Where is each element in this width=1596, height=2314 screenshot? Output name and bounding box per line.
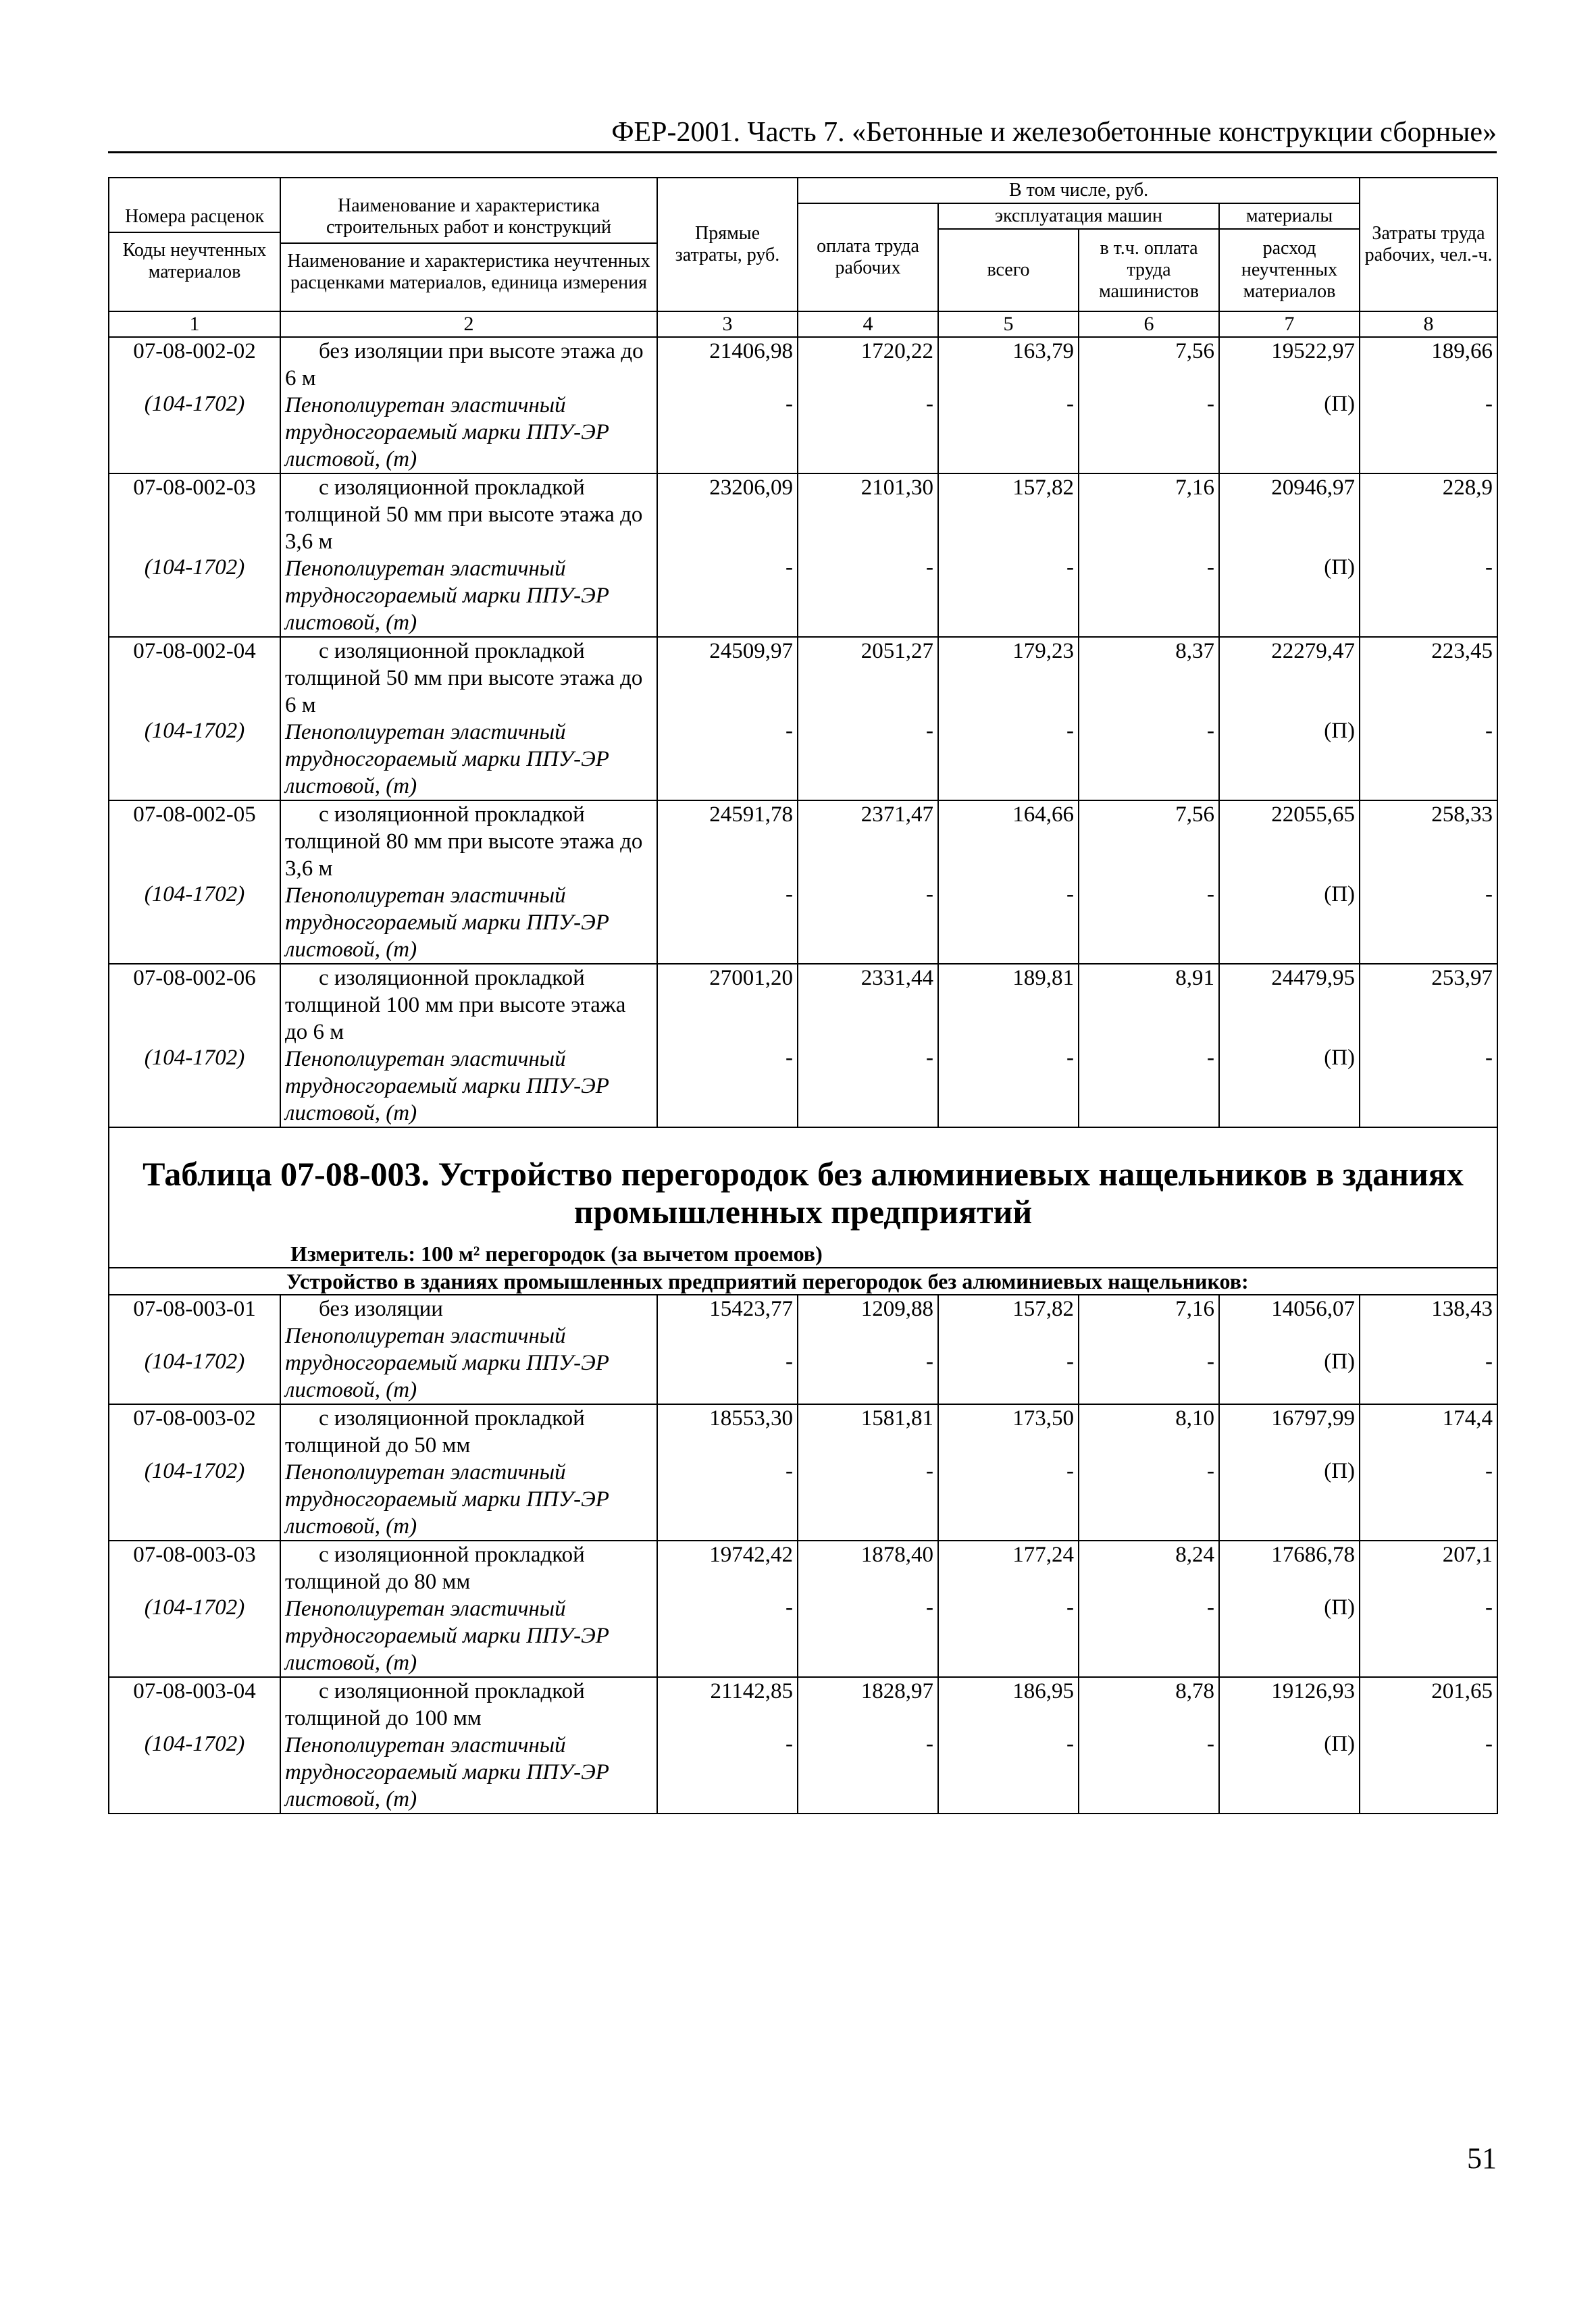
value-labor: 1720,22 <box>860 339 933 363</box>
table-body-section-003 <box>109 1295 1497 1814</box>
material-value-hours: - <box>1485 1459 1493 1483</box>
value-cell-machines <box>938 637 1079 800</box>
value-machinists: 8,78 <box>1175 1679 1214 1703</box>
description-cell <box>280 473 657 637</box>
material-value-hours: - <box>1485 1349 1493 1374</box>
column-number: 2 <box>280 311 657 337</box>
material-value-materials: (П) <box>1324 1459 1356 1483</box>
material-description: Пенополиуретан эластичный трудносгораемый марки ППУ-ЭР листовой, (т) <box>285 720 609 798</box>
column-number: 5 <box>938 311 1079 337</box>
value-cell-hours <box>1360 1541 1497 1677</box>
work-description: с изоляционной прокладкой толщиной до 80 мм <box>285 1543 585 1594</box>
rate-code-cell <box>109 964 280 1127</box>
value-labor: 2101,30 <box>860 475 933 500</box>
material-code: (104-1702) <box>144 1732 245 1756</box>
value-cell-materials <box>1219 1404 1360 1541</box>
value-labor: 1878,40 <box>860 1543 933 1567</box>
header-work-name: Наименование и характеристика строительных работ и конструкций <box>281 195 657 244</box>
value-machinists: 8,24 <box>1175 1543 1214 1567</box>
table-row <box>109 1541 1497 1677</box>
material-value-materials: (П) <box>1324 882 1356 906</box>
value-materials: 17686,78 <box>1271 1543 1356 1567</box>
value-cell-materials <box>1219 800 1360 964</box>
rate-code: 07-08-002-06 <box>133 966 256 990</box>
table2-section-row <box>109 1268 1497 1295</box>
material-value-machines: - <box>1066 392 1074 416</box>
value-direct: 15423,77 <box>709 1297 793 1321</box>
value-cell-hours <box>1360 800 1497 964</box>
material-code: (104-1702) <box>144 1459 245 1483</box>
header-labor-costs: Затраты труда рабочих, чел.-ч. <box>1360 178 1497 311</box>
value-cell-machines <box>938 1677 1079 1814</box>
value-cell-direct <box>657 1677 798 1814</box>
material-value-labor: - <box>926 1732 933 1756</box>
header-labor-pay: оплата труда рабочих <box>798 203 938 311</box>
value-cell-machines <box>938 800 1079 964</box>
value-machinists: 8,37 <box>1175 639 1214 663</box>
material-value-hours: - <box>1485 882 1493 906</box>
table2-title: Таблица 07-08-003. Устройство перегородок без алюминиевых нащельников в зданиях промышленных предприятий <box>143 1155 1464 1231</box>
material-value-direct: - <box>786 1459 793 1483</box>
value-cell-direct <box>657 964 798 1127</box>
value-cell-machines <box>938 1404 1079 1541</box>
value-hours: 189,66 <box>1431 339 1493 363</box>
value-cell-direct <box>657 637 798 800</box>
work-description: с изоляционной прокладкой толщиной до 50 мм <box>285 1406 585 1458</box>
value-cell-machines <box>938 473 1079 637</box>
value-materials: 24479,95 <box>1271 966 1356 990</box>
value-machines: 157,82 <box>1012 475 1074 500</box>
value-machinists: 7,56 <box>1175 802 1214 827</box>
material-description: Пенополиуретан эластичный трудносгораемый марки ППУ-ЭР листовой, (т) <box>285 1460 609 1539</box>
value-cell-labor <box>798 637 938 800</box>
material-value-direct: - <box>786 1595 793 1620</box>
material-value-hours: - <box>1485 719 1493 743</box>
material-value-machines: - <box>1066 719 1074 743</box>
material-value-machinists: - <box>1207 882 1214 906</box>
value-direct: 21406,98 <box>709 339 793 363</box>
rate-code-cell <box>109 337 280 473</box>
column-number: 1 <box>109 311 280 337</box>
value-machinists: 7,56 <box>1175 339 1214 363</box>
value-materials: 14056,07 <box>1271 1297 1356 1321</box>
material-value-hours: - <box>1485 1595 1493 1620</box>
value-cell-direct <box>657 1541 798 1677</box>
rate-code-cell <box>109 1295 280 1404</box>
material-value-materials: (П) <box>1324 555 1356 580</box>
value-hours: 253,97 <box>1431 966 1493 990</box>
value-machines: 189,81 <box>1012 966 1074 990</box>
description-cell <box>280 1677 657 1814</box>
material-code: (104-1702) <box>144 392 245 416</box>
table-row <box>109 1295 1497 1404</box>
material-value-machinists: - <box>1207 1046 1214 1070</box>
value-direct: 19742,42 <box>709 1543 793 1567</box>
value-hours: 258,33 <box>1431 802 1493 827</box>
material-value-machinists: - <box>1207 1349 1214 1374</box>
running-header: ФЕР-2001. Часть 7. «Бетонные и железобетонные конструкции сборные» <box>611 117 1497 148</box>
material-description: Пенополиуретан эластичный трудносгораемый марки ППУ-ЭР листовой, (т) <box>285 1733 609 1811</box>
material-value-machines: - <box>1066 1349 1074 1374</box>
rate-code: 07-08-002-03 <box>133 475 256 500</box>
material-value-machinists: - <box>1207 719 1214 743</box>
value-cell-labor <box>798 337 938 473</box>
material-value-direct: - <box>786 1732 793 1756</box>
material-value-labor: - <box>926 1459 933 1483</box>
value-cell-machines <box>938 964 1079 1127</box>
material-code: (104-1702) <box>144 1046 245 1070</box>
rate-code: 07-08-002-04 <box>133 639 256 663</box>
material-value-direct: - <box>786 1046 793 1070</box>
value-cell-machinists <box>1079 637 1219 800</box>
value-direct: 27001,20 <box>709 966 793 990</box>
material-description: Пенополиуретан эластичный трудносгораемый марки ППУ-ЭР листовой, (т) <box>285 1324 609 1402</box>
value-machinists: 8,91 <box>1175 966 1214 990</box>
value-labor: 1828,97 <box>860 1679 933 1703</box>
material-code: (104-1702) <box>144 555 245 580</box>
value-machines: 177,24 <box>1012 1543 1074 1567</box>
material-value-direct: - <box>786 555 793 580</box>
value-materials: 20946,97 <box>1271 475 1356 500</box>
rates-table <box>108 177 1498 1814</box>
value-cell-machinists <box>1079 964 1219 1127</box>
material-value-hours: - <box>1485 1046 1493 1070</box>
material-description: Пенополиуретан эластичный трудносгораемый марки ППУ-ЭР листовой, (т) <box>285 557 609 635</box>
value-cell-materials <box>1219 1541 1360 1677</box>
value-cell-machinists <box>1079 1295 1219 1404</box>
material-value-labor: - <box>926 882 933 906</box>
value-cell-machinists <box>1079 337 1219 473</box>
table-row <box>109 800 1497 964</box>
material-value-materials: (П) <box>1324 1046 1356 1070</box>
value-hours: 174,4 <box>1442 1406 1493 1431</box>
work-description: с изоляционной прокладкой толщиной 50 мм при высоте этажа до 3,6 м <box>285 475 643 554</box>
material-value-machinists: - <box>1207 1732 1214 1756</box>
value-cell-labor <box>798 473 938 637</box>
page-number: 51 <box>1467 2142 1497 2175</box>
material-value-machinists: - <box>1207 1595 1214 1620</box>
value-cell-labor <box>798 800 938 964</box>
description-cell <box>280 1295 657 1404</box>
value-materials: 22279,47 <box>1271 639 1356 663</box>
material-code: (104-1702) <box>144 882 245 906</box>
material-code: (104-1702) <box>144 719 245 743</box>
header-rule <box>108 151 1497 153</box>
material-value-labor: - <box>926 555 933 580</box>
work-description: с изоляционной прокладкой толщиной 80 мм при высоте этажа до 3,6 м <box>285 802 643 881</box>
material-value-hours: - <box>1485 555 1493 580</box>
value-machines: 173,50 <box>1012 1406 1074 1431</box>
material-value-materials: (П) <box>1324 719 1356 743</box>
material-code: (104-1702) <box>144 1349 245 1374</box>
material-value-hours: - <box>1485 392 1493 416</box>
table2-title-row <box>109 1127 1497 1268</box>
value-cell-direct <box>657 1295 798 1404</box>
table-head <box>109 178 1497 337</box>
description-cell <box>280 637 657 800</box>
material-description: Пенополиуретан эластичный трудносгораемый марки ППУ-ЭР листовой, (т) <box>285 1047 609 1125</box>
header-material-usage: расход неучтенных материалов <box>1219 229 1360 311</box>
value-machinists: 7,16 <box>1175 1297 1214 1321</box>
value-cell-materials <box>1219 337 1360 473</box>
material-value-machinists: - <box>1207 392 1214 416</box>
value-cell-hours <box>1360 473 1497 637</box>
rate-code: 07-08-003-04 <box>133 1679 256 1703</box>
value-cell-machinists <box>1079 1404 1219 1541</box>
material-value-materials: (П) <box>1324 1349 1356 1374</box>
column-number: 6 <box>1079 311 1219 337</box>
value-labor: 1581,81 <box>860 1406 933 1431</box>
value-hours: 223,45 <box>1431 639 1493 663</box>
rate-code: 07-08-003-03 <box>133 1543 256 1567</box>
value-materials: 22055,65 <box>1271 802 1356 827</box>
material-value-hours: - <box>1485 1732 1493 1756</box>
work-description: с изоляционной прокладкой толщиной до 100 мм <box>285 1679 585 1730</box>
value-materials: 19522,97 <box>1271 339 1356 363</box>
value-machines: 157,82 <box>1012 1297 1074 1321</box>
value-cell-labor <box>798 1295 938 1404</box>
material-value-machines: - <box>1066 1459 1074 1483</box>
material-value-direct: - <box>786 392 793 416</box>
value-labor: 1209,88 <box>860 1297 933 1321</box>
value-cell-machinists <box>1079 800 1219 964</box>
material-value-materials: (П) <box>1324 392 1356 416</box>
value-cell-machines <box>938 337 1079 473</box>
material-value-direct: - <box>786 882 793 906</box>
material-value-machines: - <box>1066 1046 1074 1070</box>
table-row <box>109 637 1497 800</box>
header-material-name: Наименование и характеристика неучтенных расценками материалов, единица измерения <box>287 251 650 293</box>
rate-code-cell <box>109 637 280 800</box>
value-cell-direct <box>657 1404 798 1541</box>
material-value-labor: - <box>926 392 933 416</box>
column-number: 4 <box>798 311 938 337</box>
rate-code-cell <box>109 1541 280 1677</box>
rates-table-wrapper <box>108 177 1497 1814</box>
material-description: Пенополиуретан эластичный трудносгораемый марки ППУ-ЭР листовой, (т) <box>285 393 609 471</box>
header-names <box>280 178 657 311</box>
header-codes <box>109 178 280 311</box>
value-materials: 19126,93 <box>1271 1679 1356 1703</box>
table-row <box>109 1404 1497 1541</box>
value-direct: 24509,97 <box>709 639 793 663</box>
table-body-section-002 <box>109 337 1497 1127</box>
value-cell-materials <box>1219 1677 1360 1814</box>
header-including: В том числе, руб. <box>798 178 1360 203</box>
header-machine-operation: эксплуатация машин <box>938 203 1219 229</box>
value-cell-materials <box>1219 473 1360 637</box>
rate-code-cell <box>109 473 280 637</box>
work-description: без изоляции <box>319 1297 443 1321</box>
table2-heading <box>109 1127 1497 1295</box>
value-cell-hours <box>1360 1295 1497 1404</box>
material-value-machines: - <box>1066 1595 1074 1620</box>
value-machines: 186,95 <box>1012 1679 1074 1703</box>
value-hours: 201,65 <box>1431 1679 1493 1703</box>
value-cell-direct <box>657 800 798 964</box>
material-value-direct: - <box>786 1349 793 1374</box>
material-value-labor: - <box>926 1349 933 1374</box>
material-value-machinists: - <box>1207 555 1214 580</box>
header-machine-labor: в т.ч. оплата труда машинистов <box>1079 229 1219 311</box>
column-numbers-row <box>109 311 1497 337</box>
value-labor: 2331,44 <box>860 966 933 990</box>
material-value-machines: - <box>1066 882 1074 906</box>
material-value-labor: - <box>926 1595 933 1620</box>
description-cell <box>280 964 657 1127</box>
value-direct: 23206,09 <box>709 475 793 500</box>
value-cell-machinists <box>1079 473 1219 637</box>
value-cell-machines <box>938 1295 1079 1404</box>
material-value-machinists: - <box>1207 1459 1214 1483</box>
value-machinists: 8,10 <box>1175 1406 1214 1431</box>
value-cell-materials <box>1219 964 1360 1127</box>
column-number: 8 <box>1360 311 1497 337</box>
description-cell <box>280 1541 657 1677</box>
value-cell-materials <box>1219 1295 1360 1404</box>
value-cell-hours <box>1360 337 1497 473</box>
value-cell-machinists <box>1079 1677 1219 1814</box>
value-direct: 21142,85 <box>710 1679 793 1703</box>
rate-code-cell <box>109 800 280 964</box>
value-cell-hours <box>1360 1404 1497 1541</box>
value-cell-labor <box>798 1541 938 1677</box>
column-number: 7 <box>1219 311 1360 337</box>
value-machinists: 7,16 <box>1175 475 1214 500</box>
rate-code: 07-08-003-02 <box>133 1406 256 1431</box>
rate-code-cell <box>109 1677 280 1814</box>
value-hours: 138,43 <box>1431 1297 1493 1321</box>
header-direct-costs: Прямые затраты, руб. <box>657 178 798 311</box>
value-cell-hours <box>1360 637 1497 800</box>
value-direct: 24591,78 <box>709 802 793 827</box>
header-materials: материалы <box>1219 203 1360 229</box>
rate-code: 07-08-002-05 <box>133 802 256 827</box>
material-value-materials: (П) <box>1324 1732 1356 1756</box>
table-row <box>109 473 1497 637</box>
material-description: Пенополиуретан эластичный трудносгораемый марки ППУ-ЭР листовой, (т) <box>285 1597 609 1675</box>
work-description: с изоляционной прокладкой толщиной 50 мм при высоте этажа до 6 м <box>285 639 643 717</box>
table-row <box>109 337 1497 473</box>
description-cell <box>280 1404 657 1541</box>
value-machines: 163,79 <box>1012 339 1074 363</box>
header-material-codes: Коды неучтенных материалов <box>122 240 267 282</box>
value-cell-hours <box>1360 964 1497 1127</box>
material-code: (104-1702) <box>144 1595 245 1620</box>
value-cell-materials <box>1219 637 1360 800</box>
value-cell-labor <box>798 964 938 1127</box>
value-cell-labor <box>798 1404 938 1541</box>
value-machines: 179,23 <box>1012 639 1074 663</box>
column-number: 3 <box>657 311 798 337</box>
rate-code-cell <box>109 1404 280 1541</box>
value-direct: 18553,30 <box>709 1406 793 1431</box>
value-cell-machines <box>938 1541 1079 1677</box>
value-hours: 228,9 <box>1442 475 1493 500</box>
description-cell <box>280 800 657 964</box>
material-description: Пенополиуретан эластичный трудносгораемый марки ППУ-ЭР листовой, (т) <box>285 883 609 962</box>
work-description: с изоляционной прокладкой толщиной 100 мм при высоте этажа до 6 м <box>285 966 626 1044</box>
material-value-materials: (П) <box>1324 1595 1356 1620</box>
table-row <box>109 1677 1497 1814</box>
header-rate-numbers: Номера расценок <box>109 206 280 233</box>
value-hours: 207,1 <box>1442 1543 1493 1567</box>
value-cell-direct <box>657 337 798 473</box>
material-value-machines: - <box>1066 1732 1074 1756</box>
header-machine-total: всего <box>938 229 1079 311</box>
material-value-direct: - <box>786 719 793 743</box>
value-cell-hours <box>1360 1677 1497 1814</box>
table-row <box>109 964 1497 1127</box>
rate-code: 07-08-002-02 <box>133 339 256 363</box>
work-description: без изоляции при высоте этажа до 6 м <box>285 339 644 390</box>
value-labor: 2051,27 <box>860 639 933 663</box>
value-machines: 164,66 <box>1012 802 1074 827</box>
rate-code: 07-08-003-01 <box>133 1297 256 1321</box>
value-labor: 2371,47 <box>860 802 933 827</box>
description-cell <box>280 337 657 473</box>
table2-section: Устройство в зданиях промышленных предприятий перегородок без алюминиевых нащельников: <box>109 1268 1497 1295</box>
value-cell-machinists <box>1079 1541 1219 1677</box>
material-value-machines: - <box>1066 555 1074 580</box>
table2-measure: Измеритель: 100 м² перегородок (за вычетом проемов) <box>290 1241 823 1266</box>
material-value-labor: - <box>926 1046 933 1070</box>
value-cell-labor <box>798 1677 938 1814</box>
value-cell-direct <box>657 473 798 637</box>
material-value-labor: - <box>926 719 933 743</box>
value-materials: 16797,99 <box>1271 1406 1356 1431</box>
